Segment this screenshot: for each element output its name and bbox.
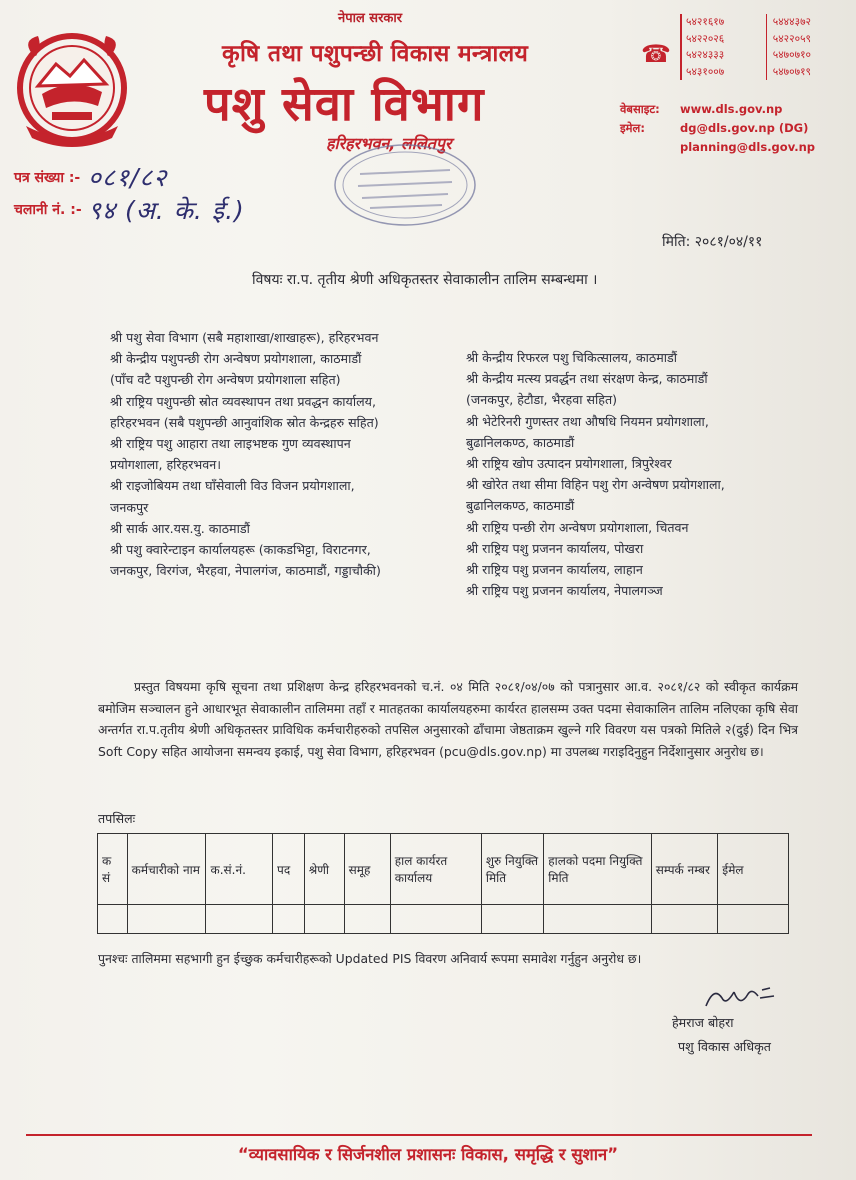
email-label: इमेल:: [620, 121, 645, 135]
signatory-name: हेमराज बोहरा: [672, 1015, 734, 1030]
table-cell: [718, 905, 789, 934]
tapsil-label: तपसिलः: [98, 811, 136, 826]
recipient-line: श्री भेटेरिनरी गुणस्तर तथा औषधि नियमन प्रयोगशाला,: [466, 413, 709, 429]
office-stamp: [330, 140, 480, 230]
recipient-list-left: [110, 327, 455, 581]
table-header-cell: कर्मचारीको नाम: [127, 834, 206, 905]
recipient-line: श्री राइजोबियम तथा घाँसेवाली विउ विजन प्रयोगशाला,: [110, 478, 355, 494]
phone-number: ५४४४३७२: [766, 14, 811, 31]
letter-date: [662, 232, 762, 251]
table-cell: [390, 905, 481, 934]
recipient-line: (पाँच वटै पशुपन्छी रोग अन्वेषण प्रयोगशाला सहित): [110, 372, 341, 388]
signatory-post: पशु विकास अधिकृत: [678, 1039, 771, 1054]
phone-number: ५४७०७१९: [766, 64, 811, 81]
government-name: नेपाल सरकार: [338, 11, 403, 26]
date-label: मिति:: [662, 234, 691, 250]
table-cell: [206, 905, 273, 934]
department-name: पशु सेवा विभाग: [204, 77, 485, 132]
postscript: पुनश्चः तालिममा सहभागी हुन ईच्छुक कर्मचारीहरूको Updated PIS विवरण अनिवार्य रूपमा समावेश गर्नुहुन अनुरोध छ।: [98, 951, 642, 966]
phone-numbers: [680, 14, 811, 80]
dispatch-no-value: ९४ (अ. के. ई.): [88, 196, 245, 225]
letter-no-label: पत्र संख्या :-: [14, 170, 81, 186]
table-header-cell: सम्पर्क नम्बर: [651, 834, 718, 905]
email-link-planning[interactable]: planning@dls.gov.np: [680, 140, 816, 154]
recipient-line: बुढानिलकण्ठ, काठमाडौं: [466, 434, 575, 450]
letter-body: प्रस्तुत विषयमा कृषि सूचना तथा प्रशिक्षण केन्द्र हरिहरभवनको च.नं. ०४ मिति २०८१/०४/०७ को पत्रानुसार आ.व. २०८१/८२ को स्वीकृत कार्यक्रम बमोजिम सञ्चालन हुने आधारभूत सेवाकालीन तालिममा तहाँ र मातहतका कार्यालयहरुमा कार्यरत हालसम्म उक्त पदमा सेवाकालिन तालिम नलिएका कृषि सेवा अन्तर्गत रा.प.तृतीय श्रेणी अधिकृतस्तर प्राविधिक कर्मचारीहरुको तपसिल अनुसारको ढाँचामा जेष्ठताक्रम खुल्ने गरि विवरण यस पत्रको मितिले २(दुई) दिन भित्र Soft Copy सहित आयोजना समन्वय इकाई, पशु सेवा विभाग, हरिहरभवन (pcu@dls.gov.np) मा उपलब्ध गराइदिनुहुन निर्देशानुसार अनुरोध छ।: [98, 679, 798, 759]
recipient-line: श्री पशु सेवा विभाग (सबै महाशाखा/शाखाहरू), हरिहरभवन: [110, 330, 379, 345]
phone-number: ५४२१६१७: [686, 16, 725, 28]
recipient-line: जनकपुर, विरगंज, भैरहवा, नेपालगंज, काठमाडौं, गड्डाचौकी): [110, 563, 381, 579]
recipient-line: श्री राष्ट्रिय पशु आहारा तथा लाइभष्टक गुण व्यवस्थापन: [110, 436, 351, 452]
recipient-line: बुढानिलकण्ठ, काठमाडौं: [466, 498, 575, 514]
recipient-line: श्री राष्ट्रिय खोप उत्पादन प्रयोगशाला, त्रिपुरेश्वर: [466, 456, 672, 472]
signature-mark: [700, 984, 780, 1012]
recipient-line: जनकपुर: [110, 499, 149, 515]
contact-web: [620, 100, 815, 157]
table-cell: [273, 905, 305, 934]
table-header-cell: श्रेणी: [304, 834, 344, 905]
nepal-emblem-icon: [12, 26, 132, 152]
recipient-line: प्रयोगशाला, हरिहरभवन।: [110, 457, 222, 473]
email-link-dg[interactable]: dg@dls.gov.np (DG): [680, 121, 809, 135]
recipient-list-right: [466, 347, 811, 601]
recipient-line: श्री केन्द्रीय रिफरल पशु चिकित्सालय, काठमाडौं: [466, 350, 677, 365]
phone-number: ५४७०७१०: [766, 47, 811, 64]
table-header-cell: क.सं.नं.: [206, 834, 273, 905]
recipient-line: श्री राष्ट्रिय पशु प्रजनन कार्यालय, पोखरा: [466, 540, 644, 556]
recipient-line: (जनकपुर, हेटौडा, भैरहवा सहित): [466, 392, 618, 408]
recipient-line: श्री राष्ट्रिय पशु प्रजनन कार्यालय, नेपालगञ्ज: [466, 583, 663, 599]
phone-number: ५४२४३३३: [686, 49, 725, 61]
phone-number: ५४२२०२६: [686, 32, 725, 45]
letter-subject: विषयः रा.प. तृतीय श्रेणी अधिकृतस्तर सेवाकालीन तालिम सम्बन्धमा ।: [252, 272, 598, 288]
table-cell: [304, 905, 344, 934]
phone-icon: ☎: [641, 40, 671, 68]
table-cell: [344, 905, 390, 934]
footer-motto: “व्यावसायिक र सिर्जनशील प्रशासनः विकास, समृद्धि र सुशान”: [237, 1145, 619, 1164]
website-link[interactable]: www.dls.gov.np: [680, 102, 783, 116]
ministry-name: कृषि तथा पशुपन्छी विकास मन्त्रालय: [222, 41, 529, 67]
table-header-row: [98, 834, 789, 905]
table-cell: [651, 905, 718, 934]
footer-divider: [26, 1134, 812, 1136]
recipient-line: श्री सार्क आर.यस.यु. काठमाडौं: [110, 520, 250, 536]
recipient-line: श्री राष्ट्रिय पशुपन्छी स्रोत व्यवस्थापन तथा प्रवद्धन कार्यालय,: [110, 393, 376, 409]
letter-no-value: ०८१/८२: [88, 163, 168, 192]
phone-number: ५४२२०५९: [766, 31, 811, 48]
table-header-cell: शुरु नियुक्ति मिति: [481, 834, 543, 905]
recipient-line: श्री केन्द्रीय मत्स्य प्रवर्द्धन तथा संरक्षण केन्द्र, काठमाडौं: [466, 371, 708, 387]
website-label: वेबसाइट:: [620, 102, 660, 116]
recipient-line: श्री पशु क्वारेन्टाइन कार्यालयहरू (काकडभिट्टा, विराटनगर,: [110, 542, 371, 558]
table-header-cell: क सं: [98, 834, 128, 905]
date-value: २०८१/०४/११: [694, 234, 763, 250]
table-cell: [127, 905, 206, 934]
table-header-cell: समूह: [344, 834, 390, 905]
recipient-line: हरिहरभवन (सबै पशुपन्छी आनुवांशिक स्रोत केन्द्रहरु सहित): [110, 414, 379, 430]
table-cell: [544, 905, 651, 934]
table-header-cell: हालको पदमा नियुक्ति मिति: [544, 834, 651, 905]
table-cell: [481, 905, 543, 934]
phone-number: ५४३१००७: [686, 65, 725, 78]
table-header-cell: हाल कार्यरत कार्यालय: [390, 834, 481, 905]
details-table: [97, 833, 789, 934]
dispatch-no-label: चलानी नं. :-: [14, 202, 82, 218]
table-header-cell: ईमेल: [718, 834, 789, 905]
table-header-cell: पद: [273, 834, 305, 905]
table-row: [98, 905, 789, 934]
recipient-line: श्री खोरेत तथा सीमा विहिन पशु रोग अन्वेषण प्रयोगशाला,: [466, 477, 725, 493]
office-address: हरिहरभवन, ललितपुर: [326, 134, 452, 153]
recipient-line: श्री राष्ट्रिय पशु प्रजनन कार्यालय, लाहान: [466, 562, 643, 578]
recipient-line: श्री राष्ट्रिय पन्छी रोग अन्वेषण प्रयोगशाला, चितवन: [466, 519, 689, 535]
table-cell: [98, 905, 128, 934]
recipient-line: श्री केन्द्रीय पशुपन्छी रोग अन्वेषण प्रयोगशाला, काठमाडौं: [110, 351, 362, 367]
